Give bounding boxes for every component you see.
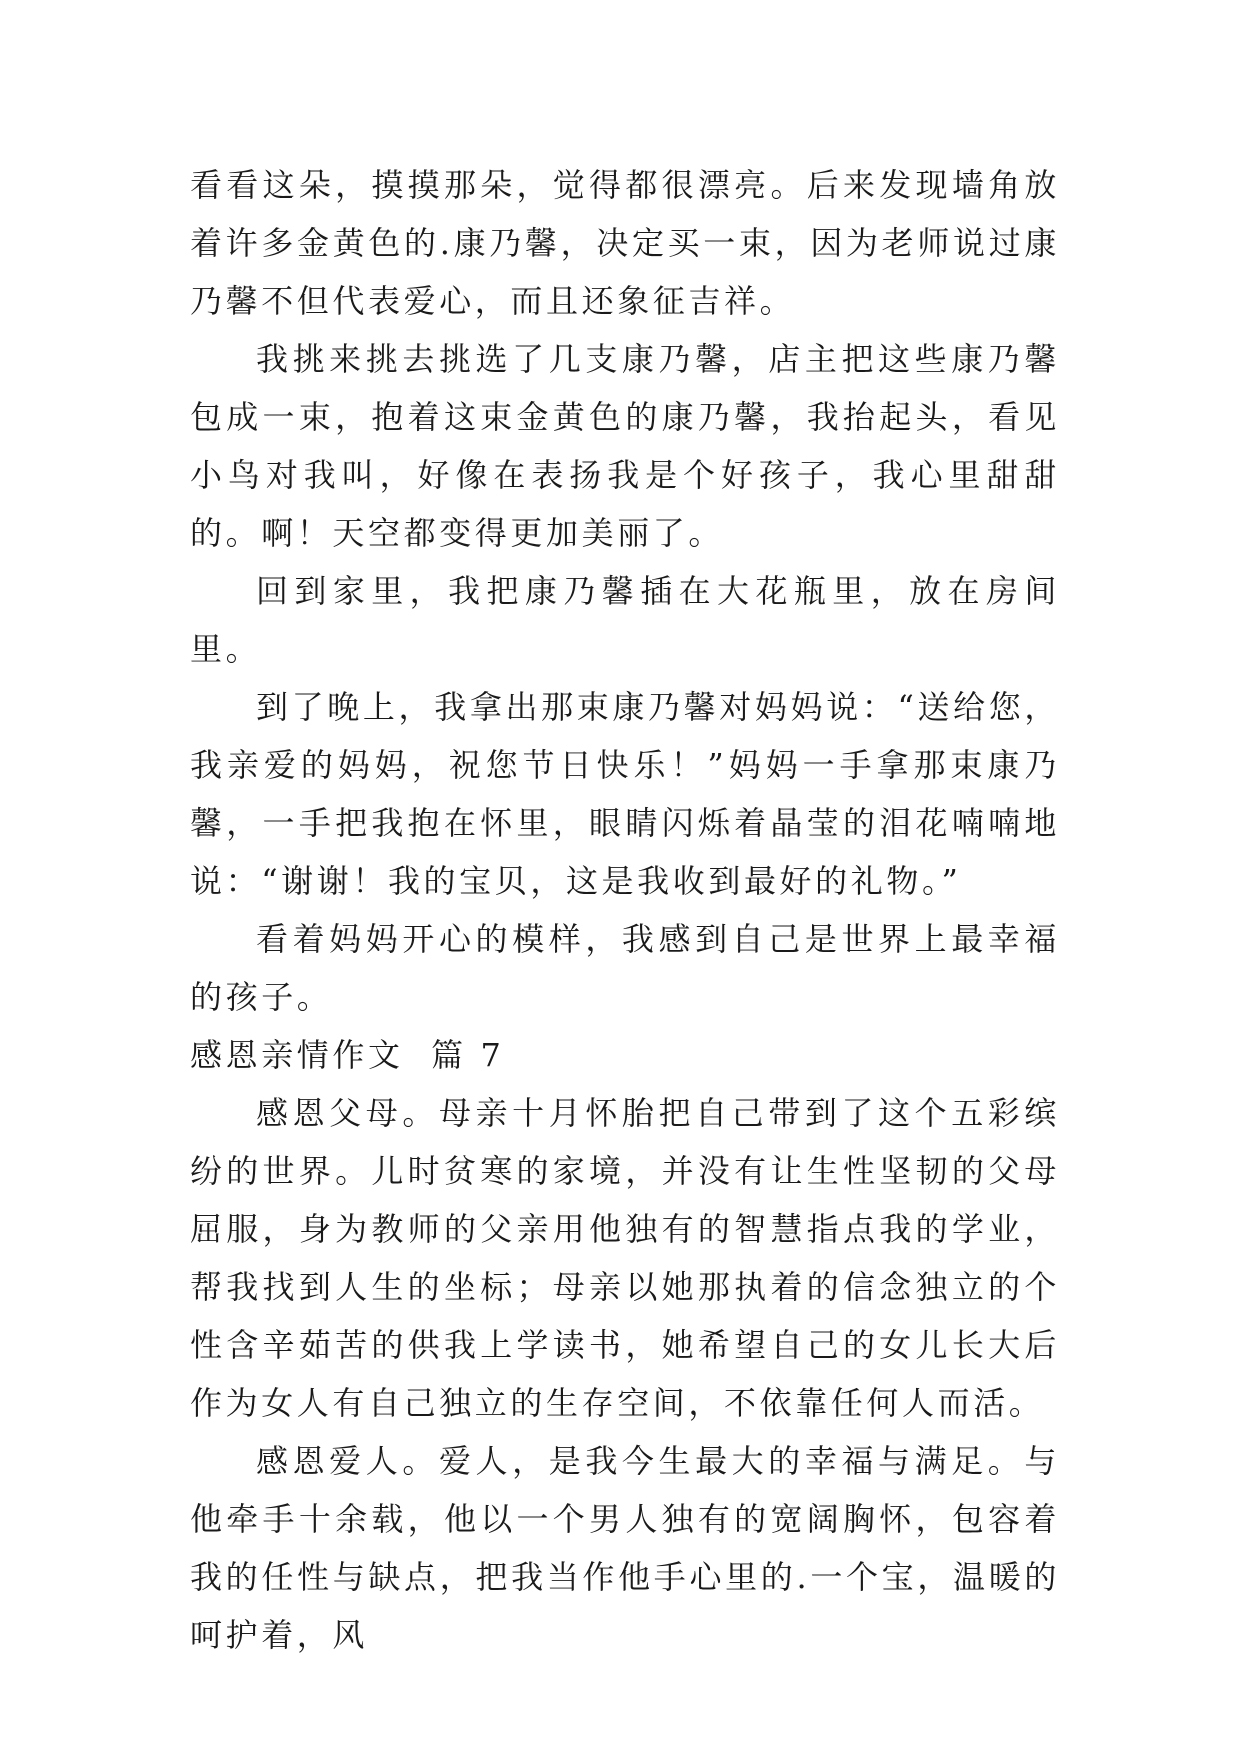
paragraph-7: 感恩爱人。爱人，是我今生最大的幸福与满足。与他牵手十余载，他以一个男人独有的宽阔胸怀，包容着我的任性与缺点，把我当作他手心里的.一个宝，温暖的呵护着，风 xyxy=(190,1442,1060,1654)
paragraph-3: 回到家里，我把康乃馨插在大花瓶里，放在房间里。 xyxy=(190,572,1060,668)
paragraph-6: 感恩父母。母亲十月怀胎把自己带到了这个五彩缤纷的世界。儿时贫寒的家境，并没有让生性坚韧的父母屈服，身为教师的父亲用他独有的智慧指点我的学业，帮我找到人生的坐标；母亲以她那执着的信念独立的个性含辛茹苦的供我上学读书，她希望自己的女儿长大后作为女人有自己独立的生存空间，不依靠任何人而活。 xyxy=(190,1094,1060,1422)
paragraph-2: 我挑来挑去挑选了几支康乃馨，店主把这些康乃馨包成一束，抱着这束金黄色的康乃馨，我抬起头，看见小鸟对我叫，好像在表扬我是个好孩子，我心里甜甜的。啊！天空都变得更加美丽了。 xyxy=(190,340,1060,552)
paragraph-5: 看着妈妈开心的模样，我感到自己是世界上最幸福的孩子。 xyxy=(190,920,1060,1016)
document-body xyxy=(190,156,1060,1664)
section-heading: 感恩亲情作文 篇 7 xyxy=(190,1036,505,1074)
paragraph-4: 到了晚上，我拿出那束康乃馨对妈妈说：“送给您，我亲爱的妈妈，祝您节日快乐！”妈妈一手拿那束康乃馨，一手把我抱在怀里，眼睛闪烁着晶莹的泪花喃喃地说：“谢谢！我的宝贝，这是我收到最好的礼物。” xyxy=(190,688,1060,900)
paragraph-1: 看看这朵，摸摸那朵，觉得都很漂亮。后来发现墙角放着许多金黄色的.康乃馨，决定买一束，因为老师说过康乃馨不但代表爱心，而且还象征吉祥。 xyxy=(190,166,1060,320)
